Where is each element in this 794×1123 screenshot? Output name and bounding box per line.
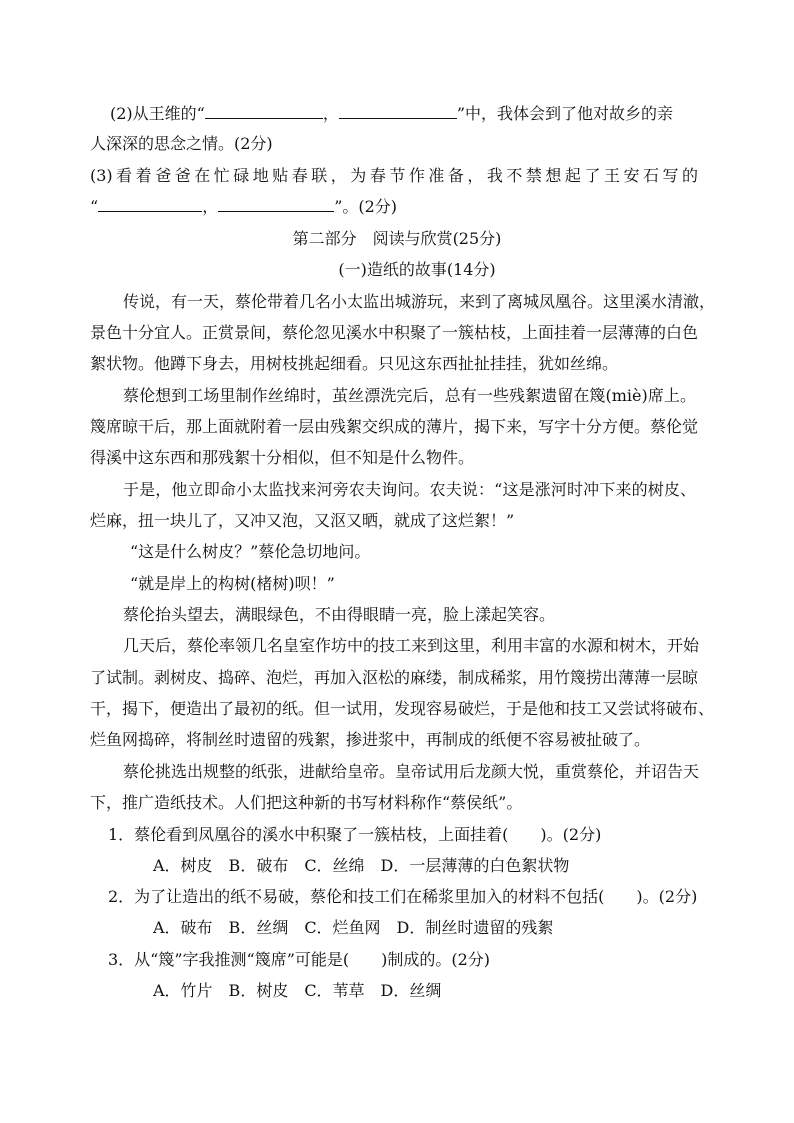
mc-question-2-options: A．破布 B．丝绸 C．烂鱼网 D．制丝时遗留的残絮	[153, 918, 554, 937]
answer-blank[interactable]	[218, 197, 334, 212]
question-2-line1	[110, 104, 696, 124]
answer-blank[interactable]	[339, 104, 457, 119]
passage-title: (一)造纸的故事(14分)	[338, 260, 496, 279]
passage-text: 几天后，蔡伦率领几名皇室作坊中的技工来到这里，利用丰富的水源和树木，开始	[123, 636, 700, 655]
passage-text: 了试制。剥树皮、捣碎、泡烂，再加入沤松的麻缕，制成稀浆，用竹篾捞出薄薄一层晾	[90, 668, 699, 687]
passage-text: 蔡伦挑选出规整的纸张，进献给皇帝。皇帝试用后龙颜大悦，重赏蔡伦，并诏告天	[123, 762, 700, 781]
passage-text: 烂麻，扭一块儿了，又冲又泡，又沤又晒，就成了这烂絮！”	[90, 511, 515, 530]
mc-question-2-stem: 2．为了让造出的纸不易破，蔡伦和技工们在稀浆里加入的材料不包括( )。(2分)	[108, 887, 698, 906]
mc-question-1-stem: 1．蔡伦看到凤凰谷的溪水中积聚了一簇枯枝，上面挂着( )。(2分)	[108, 825, 602, 844]
passage-text: 篾席晾干后，那上面就附着一层由残絮交织成的薄片，揭下来，写字十分方便。蔡伦觉	[90, 417, 699, 436]
question-2-prefix: (2)从王维的“	[110, 104, 205, 123]
section-title: 第二部分 阅读与欣赏(25分)	[292, 229, 502, 248]
passage-text: 景色十分宜人。正赏景间，蔡伦忽见溪水中积聚了一簇枯枝，上面挂着一层薄薄的白色	[90, 323, 699, 342]
mc-question-3-options: A．竹片 B．树皮 C．苇草 D．丝绸	[153, 981, 442, 1000]
question-3-comma: ，	[202, 197, 219, 216]
mc-question-1-options: A．树皮 B．破布 C．丝绵 D．一层薄薄的白色絮状物	[153, 856, 570, 875]
question-3-line1: (3)看着爸爸在忙碌地贴春联，为春节作准备，我不禁想起了王安石写的	[90, 166, 698, 185]
question-2-line2: 人深深的思念之情。(2分)	[90, 134, 273, 153]
question-3-prefix: “	[90, 197, 99, 216]
answer-blank[interactable]	[98, 197, 202, 212]
passage-text: 干，揭下，便造出了最初的纸。但一试用，发现容易破烂，于是他和技工又尝试将破布、	[90, 699, 715, 718]
question-2-suffix: ”中，我体会到了他对故乡的亲	[456, 104, 674, 123]
question-2-comma: ，	[322, 104, 339, 123]
answer-blank[interactable]	[205, 104, 323, 119]
passage-text: 蔡伦抬头望去，满眼绿色，不由得眼睛一亮，脸上漾起笑容。	[123, 605, 556, 624]
passage-text: 传说，有一天，蔡伦带着几名小太监出城游玩，来到了离城凤凰谷。这里溪水清澈，	[123, 292, 716, 311]
passage-text: 下，推广造纸技术。人们把这种新的书写材料称作“蔡侯纸”。	[90, 793, 523, 812]
passage-text: 于是，他立即命小太监找来河旁农夫询问。农夫说：“这是涨河时冲下来的树皮、	[123, 480, 696, 499]
passage-text: 得溪中这东西和那残絮十分相似，但不知是什么物件。	[90, 448, 475, 467]
passage-text: “就是岸上的构树(楮树)呗！”	[130, 574, 335, 593]
passage-text: 蔡伦想到工场里制作丝绵时，茧丝漂洗完后，总有一些残絮遗留在篾(miè)席上。	[123, 386, 696, 405]
question-3-suffix: ”。(2分)	[334, 197, 398, 216]
passage-text: 烂鱼网捣碎，将制丝时遗留的残絮，掺进浆中，再制成的纸便不容易被扯破了。	[90, 730, 651, 749]
mc-question-3-stem: 3．从“篾”字我推测“篾席”可能是( )制成的。(2分)	[108, 950, 491, 969]
passage-text: 絮状物。他蹲下身去，用树枝挑起细看。只见这东西扯扯挂挂，犹如丝绵。	[90, 354, 619, 373]
passage-text: “这是什么树皮？”蔡伦急切地问。	[130, 542, 371, 561]
question-3-line2	[90, 197, 794, 217]
